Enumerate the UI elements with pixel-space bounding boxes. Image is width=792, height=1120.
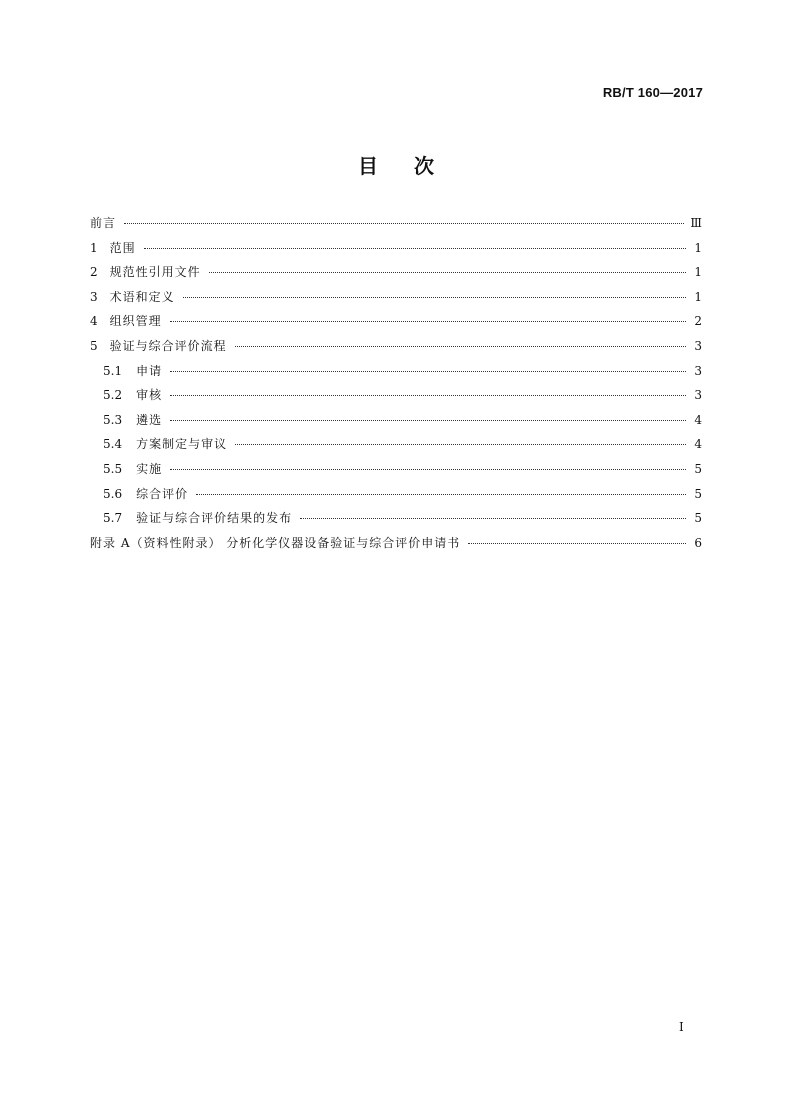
toc-entry-text: 遴选 [136,412,163,427]
toc-leader [170,321,686,322]
toc-entry-text: 实施 [136,461,163,476]
table-of-contents [90,214,702,558]
toc-entry-page: 3 [694,363,702,378]
toc-leader [235,346,686,347]
standard-code: RB/T 160—2017 [602,85,703,100]
toc-entry-number: 1 [90,240,98,255]
toc-entry-5-6[interactable] [90,485,702,510]
toc-leader [170,371,686,372]
toc-entry-foreword[interactable] [90,214,702,239]
toc-entry-appendix-a[interactable] [90,534,702,559]
toc-leader [209,272,686,273]
toc-leader [468,543,686,544]
toc-leader [196,494,686,495]
toc-entry-text: 验证与综合评价流程 [109,338,227,353]
toc-entry-page: Ⅲ [690,216,702,230]
toc-leader [144,248,686,249]
toc-entry-5-1[interactable] [90,362,702,387]
toc-entry-number: 5.2 [103,388,123,403]
toc-entry-text: 方案制定与审议 [136,437,228,452]
toc-entry-page: 3 [694,388,702,403]
toc-title-second-char: 次 [414,154,434,178]
toc-entry-page: 2 [694,314,702,329]
toc-entry-number: 5.6 [103,486,123,501]
toc-entry-number: 5.4 [103,437,123,452]
toc-entry-page: 3 [694,338,702,353]
toc-leader [300,518,686,519]
toc-entry-page: 1 [694,265,702,280]
toc-title [0,150,792,179]
toc-entry-text: 审核 [136,388,163,403]
toc-leader [183,297,686,298]
toc-entry-1[interactable] [90,239,702,264]
toc-entry-number: 4 [90,314,98,329]
toc-leader [124,223,684,224]
toc-entry-text: 附录 A（资料性附录） 分析化学仪器设备验证与综合评价申请书 [90,535,461,550]
toc-entry-5[interactable] [90,337,702,362]
toc-leader [170,395,686,396]
toc-leader [170,420,686,421]
toc-entry-number: 5.1 [103,363,123,378]
page-number: Ⅰ [679,1020,684,1034]
toc-leader [170,469,686,470]
toc-entry-number: 3 [90,289,98,304]
toc-entry-5-2[interactable] [90,386,702,411]
toc-entry-number: 2 [90,265,98,280]
toc-entry-page: 4 [694,437,702,452]
toc-entry-5-7[interactable] [90,509,702,534]
toc-entry-3[interactable] [90,288,702,313]
toc-entry-text: 综合评价 [136,486,189,501]
toc-entry-5-4[interactable] [90,435,702,460]
toc-entry-page: 1 [694,289,702,304]
toc-entry-page: 5 [694,461,702,476]
toc-entry-2[interactable] [90,263,702,288]
toc-entry-text: 术语和定义 [109,289,175,304]
toc-entry-page: 6 [694,535,702,550]
toc-entry-text: 范围 [109,240,136,255]
toc-entry-number: 5.7 [103,511,123,526]
toc-entry-5-3[interactable] [90,411,702,436]
toc-entry-text: 验证与综合评价结果的发布 [136,511,293,526]
toc-entry-number: 5 [90,338,98,353]
toc-leader [235,444,686,445]
toc-entry-text: 规范性引用文件 [109,265,201,280]
toc-entry-page: 4 [694,412,702,427]
toc-entry-text: 申请 [136,363,163,378]
toc-entry-number: 5.3 [103,412,123,427]
toc-entry-5-5[interactable] [90,460,702,485]
toc-entry-page: 1 [694,240,702,255]
toc-entry-number: 5.5 [103,461,123,476]
toc-entry-page: 5 [694,486,702,501]
toc-title-first-char: 目 [358,154,378,178]
toc-entry-text: 组织管理 [109,314,162,329]
toc-entry-4[interactable] [90,312,702,337]
toc-entry-page: 5 [694,511,702,526]
toc-entry-text: 前言 [90,216,117,230]
